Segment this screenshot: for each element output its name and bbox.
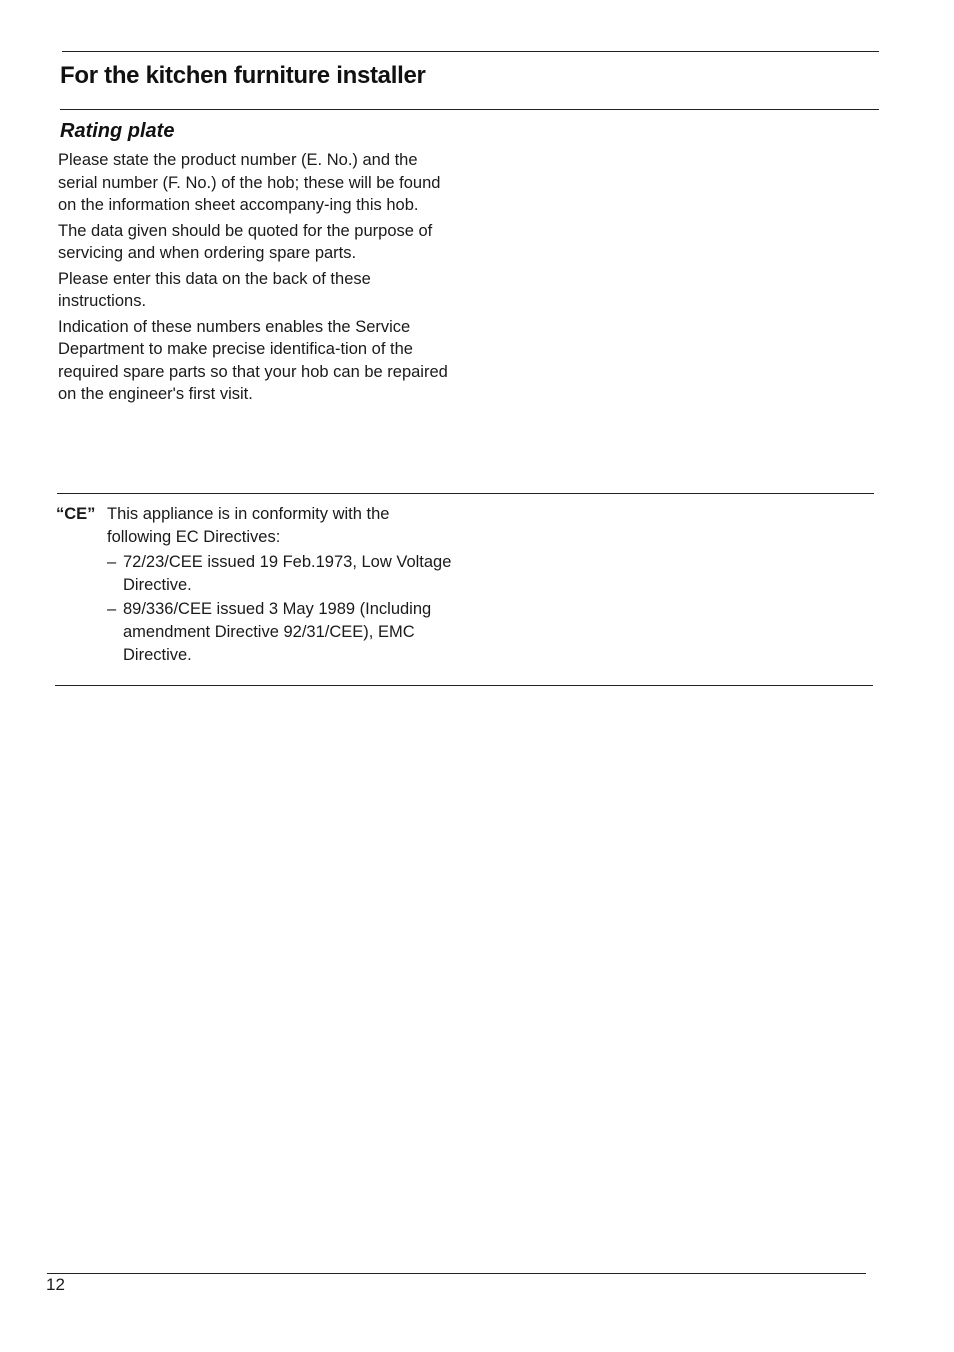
ce-directive-text: 72/23/CEE issued 19 Feb.1973, Low Voltage Directive. xyxy=(123,553,452,594)
rating-plate-paragraph: Indication of these numbers enables the Service Department to make precise identifica-tion of the required spare parts so that your hob can be repaired on the engineer's first visit. xyxy=(58,317,448,403)
rating-plate-paragraph: Please state the product number (E. No.) and the serial number (F. No.) of the hob; these will be found on the information sheet accompany-ing this hob. xyxy=(58,151,441,214)
ce-directive-text: 89/336/CEE issued 3 May 1989 (Including amendment Directive 92/31/CEE), EMC Directive. xyxy=(123,600,432,664)
ce-directive-item xyxy=(107,551,456,597)
page-title: For the kitchen furniture installer xyxy=(60,62,426,89)
ce-conformity-section xyxy=(56,503,456,668)
top-rule xyxy=(62,51,879,52)
dash-bullet: – xyxy=(107,600,117,618)
ce-directive-item xyxy=(107,598,456,667)
title-underline-rule xyxy=(60,109,879,110)
dash-bullet: – xyxy=(107,553,117,571)
ce-intro-text: This appliance is in conformity with the following EC Directives: xyxy=(107,505,390,546)
ce-directive-list xyxy=(107,551,456,667)
rating-plate-body xyxy=(58,149,458,409)
ce-bottom-rule xyxy=(55,685,873,686)
rating-plate-paragraph: Please enter this data on the back of these instructions. xyxy=(58,269,371,310)
footer-rule xyxy=(47,1273,866,1274)
page-number: 12 xyxy=(46,1275,65,1294)
rating-plate-paragraph: The data given should be quoted for the purpose of servicing and when ordering spare parts. xyxy=(58,221,433,262)
ce-label: “CE” xyxy=(56,505,96,523)
section-divider-rule xyxy=(57,493,874,494)
rating-plate-heading: Rating plate xyxy=(60,120,175,142)
